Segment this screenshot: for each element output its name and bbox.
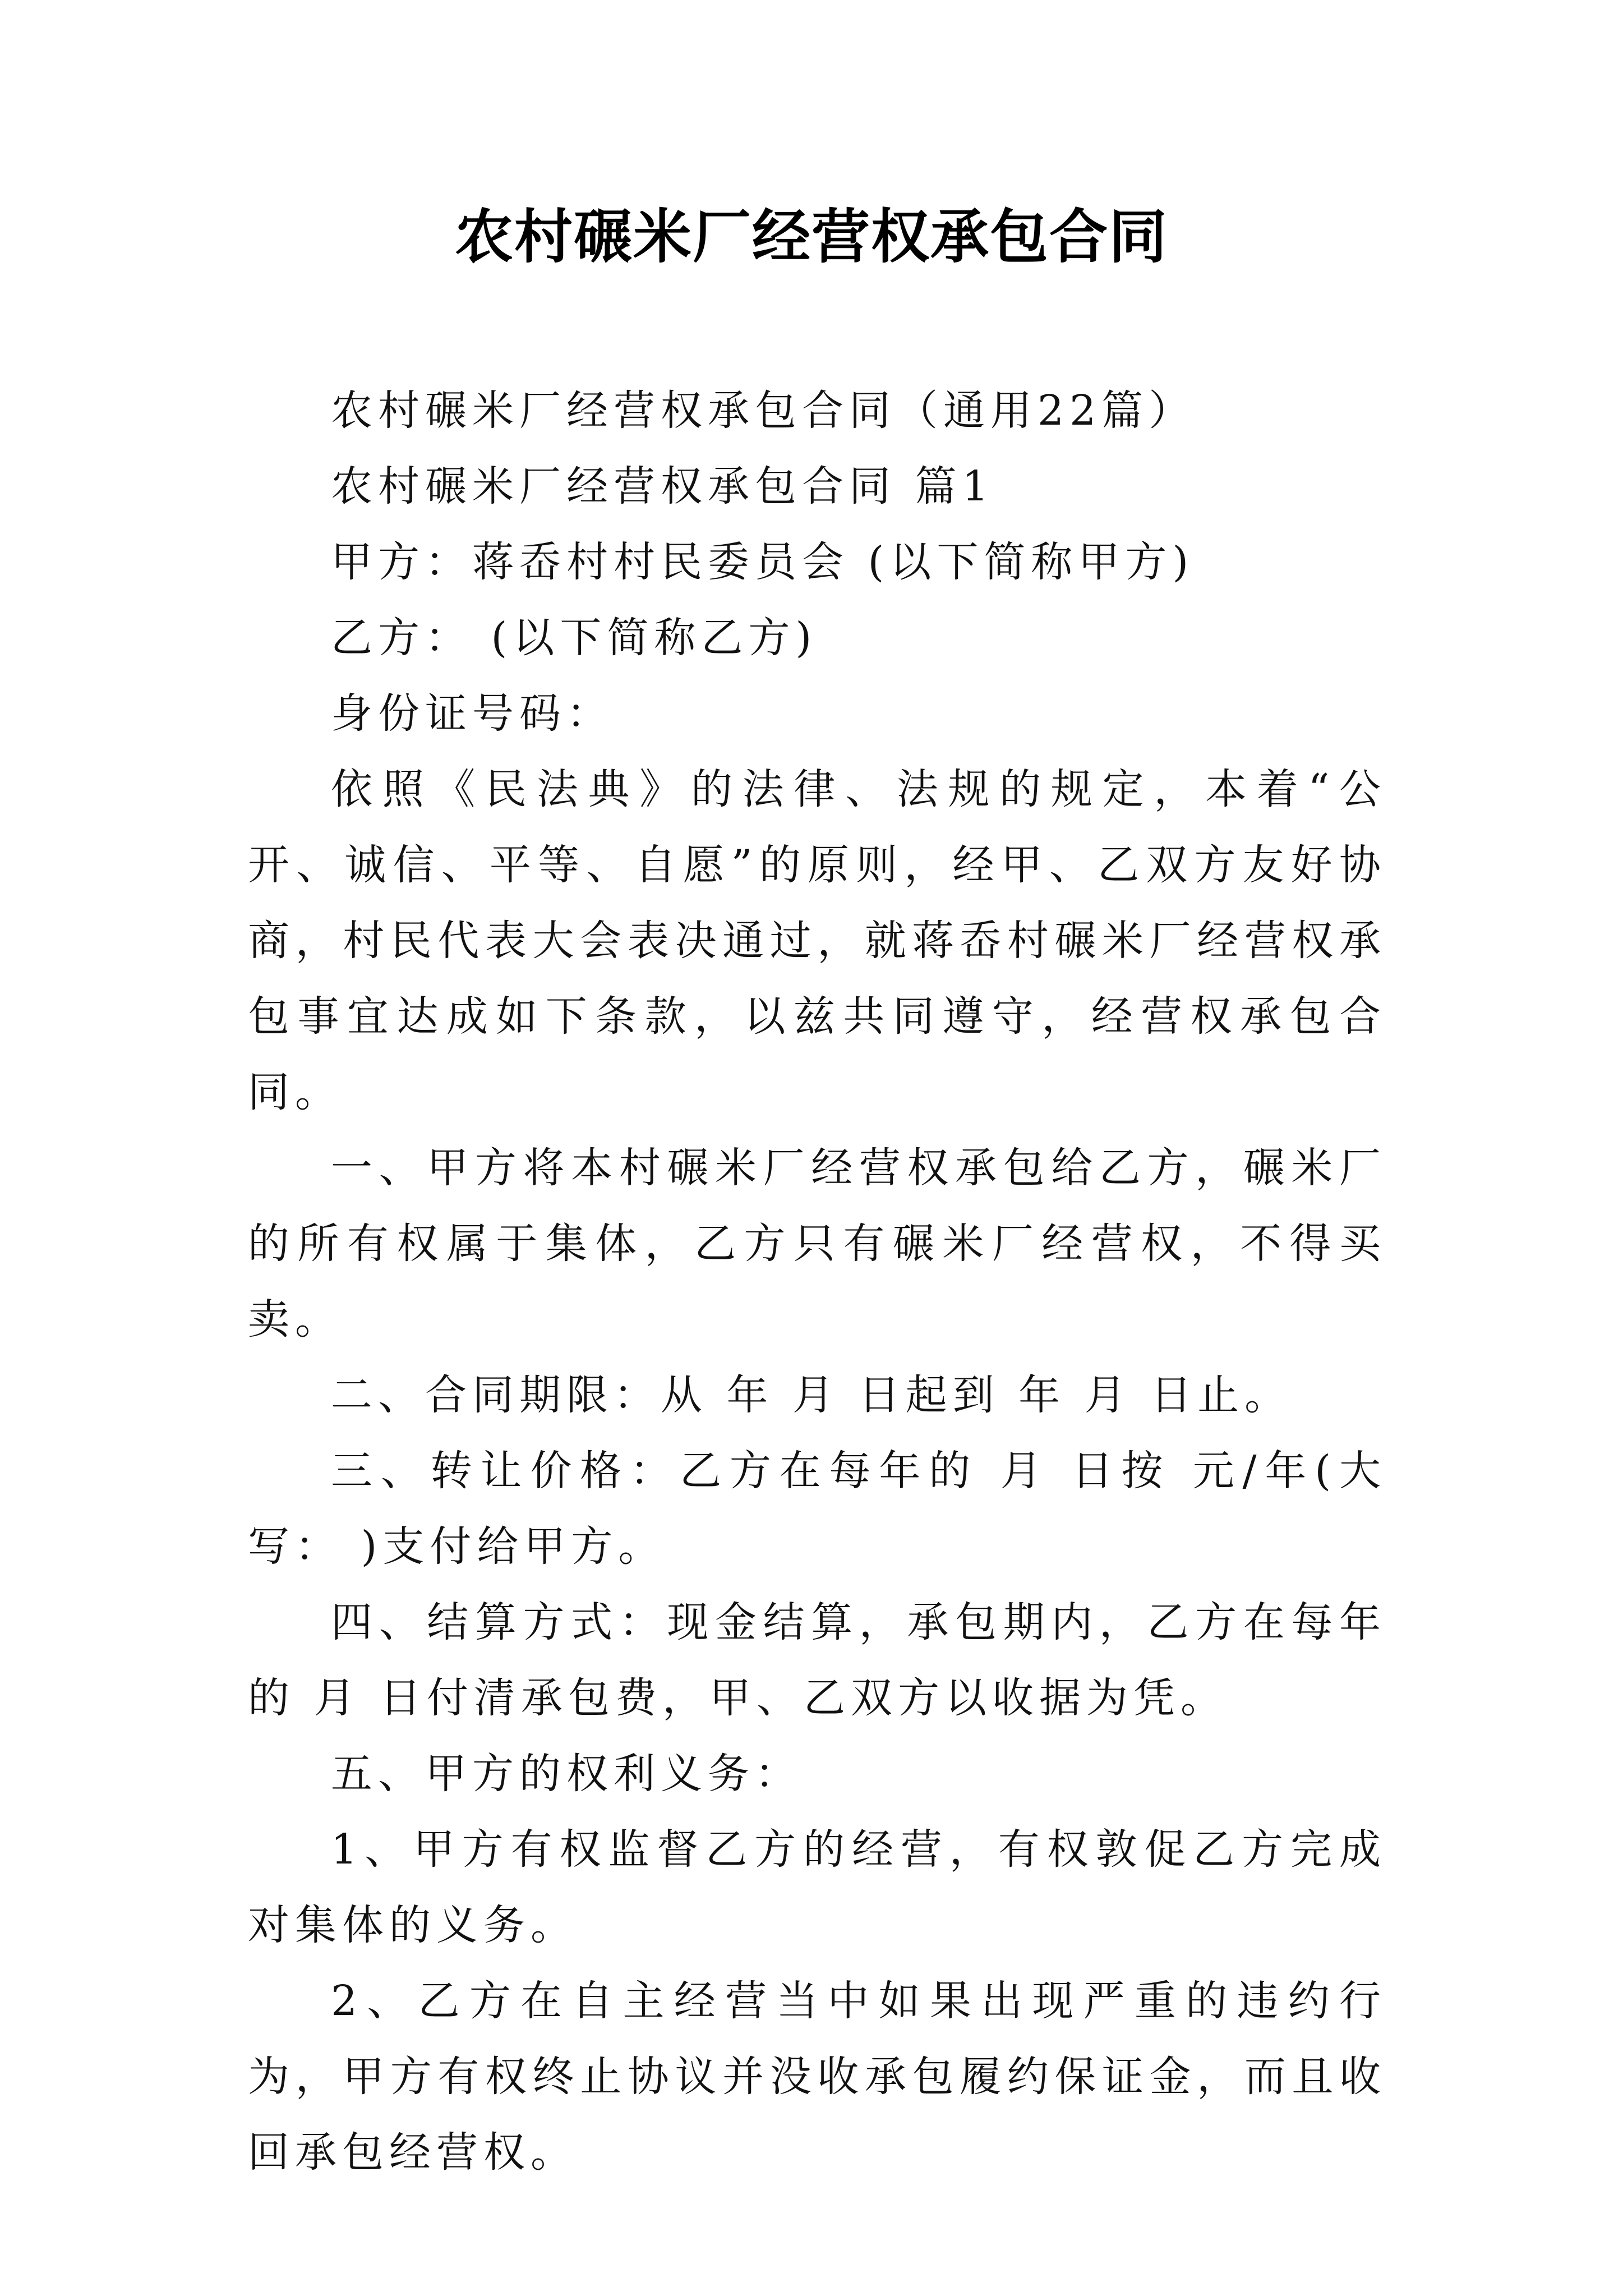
paragraph-section-heading: 农村碾米厂经营权承包合同 篇1	[331, 462, 994, 510]
document-body	[248, 373, 1386, 2191]
paragraph-clause-5-item-1: 1、甲方有权监督乙方的经营，有权敦促乙方完成对集体的义务。	[248, 1825, 1386, 1949]
paragraph-id-number: 身份证号码：	[331, 689, 614, 738]
document-title: 农村碾米厂经营权承包合同	[454, 202, 1168, 271]
paragraph-clause-3: 三、转让价格：乙方在每年的 月 日按 元/年(大写： )支付给甲方。	[248, 1447, 1386, 1571]
paragraph-subtitle: 农村碾米厂经营权承包合同（通用22篇）	[331, 386, 1196, 435]
paragraph-clause-5: 五、甲方的权利义务：	[331, 1750, 802, 1798]
paragraph-clause-5-item-2: 2、乙方在自主经营当中如果出现严重的违约行为，甲方有权终止协议并没收承包履约保证金，而且收回承包经营权。	[248, 1977, 1386, 2177]
paragraph-clause-1: 一、甲方将本村碾米厂经营权承包给乙方，碾米厂的所有权属于集体，乙方只有碾米厂经营权，不得买卖。	[248, 1144, 1386, 1343]
paragraph-clause-4: 四、结算方式：现金结算，承包期内，乙方在每年的 月 日付清承包费，甲、乙双方以收据为凭。	[248, 1598, 1386, 1722]
paragraph-preamble: 依照《民法典》的法律、法规的规定，本着“公开、诚信、平等、自愿”的原则，经甲、乙双方友好协商，村民代表大会表决通过，就蒋岙村碾米厂经营权承包事宜达成如下条款，以兹共同遵守，经营权承包合同。	[248, 765, 1386, 1116]
paragraph-clause-2: 二、合同期限：从 年 月 日起到 年 月 日止。	[331, 1371, 1292, 1419]
paragraph-party-b: 乙方： (以下简称乙方)	[331, 614, 818, 662]
paragraph-party-a: 甲方：蒋岙村村民委员会 (以下简称甲方)	[331, 538, 1195, 586]
